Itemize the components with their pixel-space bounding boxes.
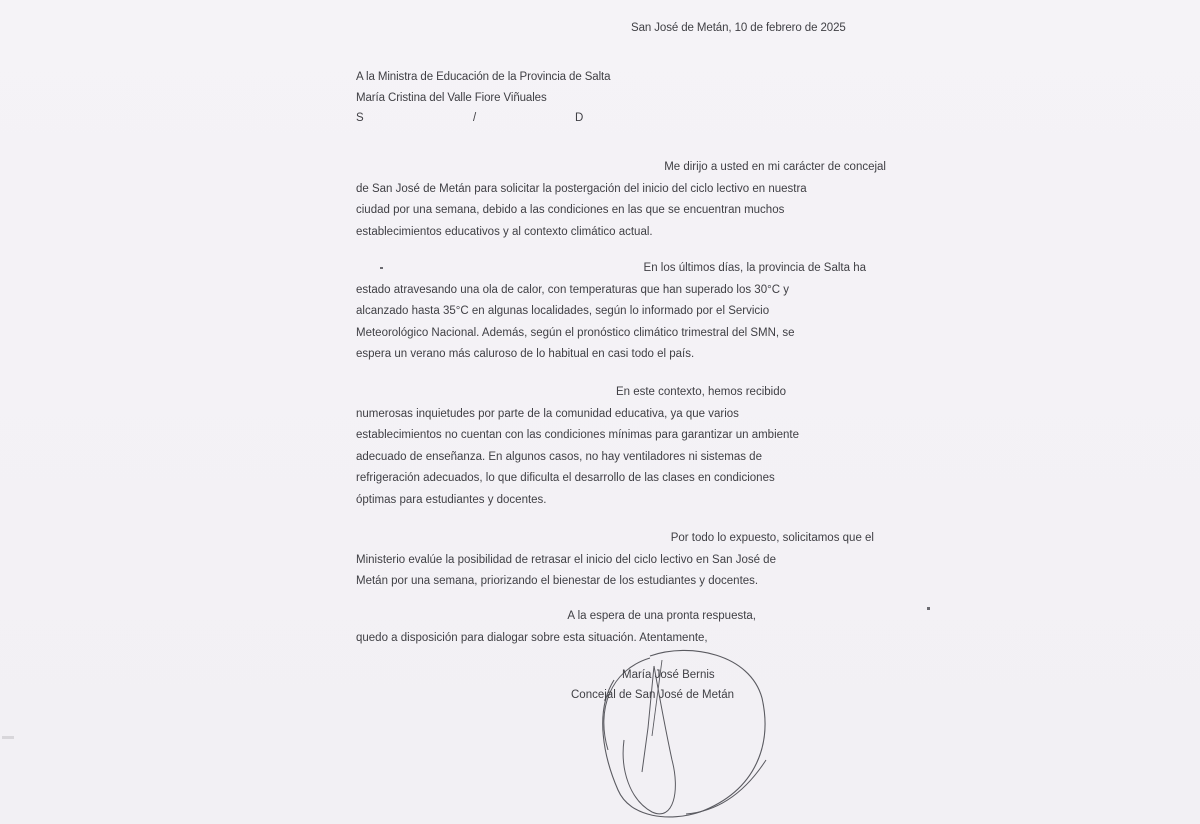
paragraph-line: establecimientos educativos y al contexto climático actual. — [356, 225, 653, 238]
scan-speck — [380, 267, 383, 269]
sd-d: D — [575, 112, 584, 124]
recipient-line-1: A la Ministra de Educación de la Provincia de Salta — [356, 71, 611, 83]
paragraph-line: establecimientos no cuentan con las condiciones mínimas para garantizar un ambiente — [356, 429, 800, 441]
paragraph-line: numerosas inquietudes por parte de la comunidad educativa, ya que varios — [356, 407, 739, 420]
paragraph-line: ciudad por una semana, debido a las condiciones en las que se encuentran muchos — [356, 204, 785, 216]
paragraph-line: Ministerio evalúe la posibilidad de retrasar el inicio del ciclo lectivo en San José de — [356, 553, 776, 566]
paragraph-first-line: Me dirijo a usted en mi carácter de concejal — [664, 161, 886, 173]
paragraph-3 — [356, 382, 886, 511]
scan-mark — [2, 736, 14, 739]
signatory-name: María José Bernis — [622, 669, 715, 681]
paragraph-2 — [356, 258, 866, 366]
paragraph-line: refrigeración adecuados, lo que dificulta el desarrollo de las clases en condiciones — [356, 472, 775, 484]
paragraph-line: óptimas para estudiantes y docentes. — [356, 493, 547, 506]
handwritten-signature — [590, 640, 770, 824]
paragraph-line: adecuado de enseñanza. En algunos casos, no hay ventiladores ni sistemas de — [356, 450, 762, 463]
recipient-line-2: María Cristina del Valle Fiore Viñuales — [356, 92, 547, 104]
paragraph-line: Metán por una semana, priorizando el bienestar de los estudiantes y docentes. — [356, 575, 759, 587]
paragraph-line: de San José de Metán para solicitar la postergación del inicio del ciclo lectivo en nuestra — [356, 182, 807, 195]
paragraph-line: Meteorológico Nacional. Además, según el pronóstico climático trimestral del SMN, se — [356, 326, 795, 339]
paragraph-first-line: Por todo lo expuesto, solicitamos que el — [670, 532, 874, 544]
sd-s: S — [356, 112, 364, 124]
signatory-title: Concejal de San José de Metán — [571, 689, 735, 701]
paragraph-first-line: En este contexto, hemos recibido — [615, 386, 786, 398]
paragraph-line: alcanzado hasta 35°C en algunas localidades, según lo informado por el Servicio — [356, 305, 770, 317]
paragraph-line: quedo a disposición para dialogar sobre esta situación. Atentamente, — [356, 631, 708, 644]
paragraph-4 — [356, 528, 886, 593]
scan-speck — [927, 607, 930, 610]
paragraph-first-line: En los últimos días, la provincia de Salta ha — [643, 262, 866, 274]
paragraph-line: espera un verano más caluroso de lo habitual en casi todo el país. — [356, 348, 695, 360]
paragraph-line: estado atravesando una ola de calor, con temperaturas que han superado los 30°C y — [356, 283, 789, 296]
date-line: San José de Metán, 10 de febrero de 2025 — [631, 22, 846, 34]
paragraph-first-line: A la espera de una pronta respuesta, — [567, 610, 756, 622]
sd-slash: / — [473, 112, 477, 124]
paragraph-1 — [356, 157, 886, 243]
